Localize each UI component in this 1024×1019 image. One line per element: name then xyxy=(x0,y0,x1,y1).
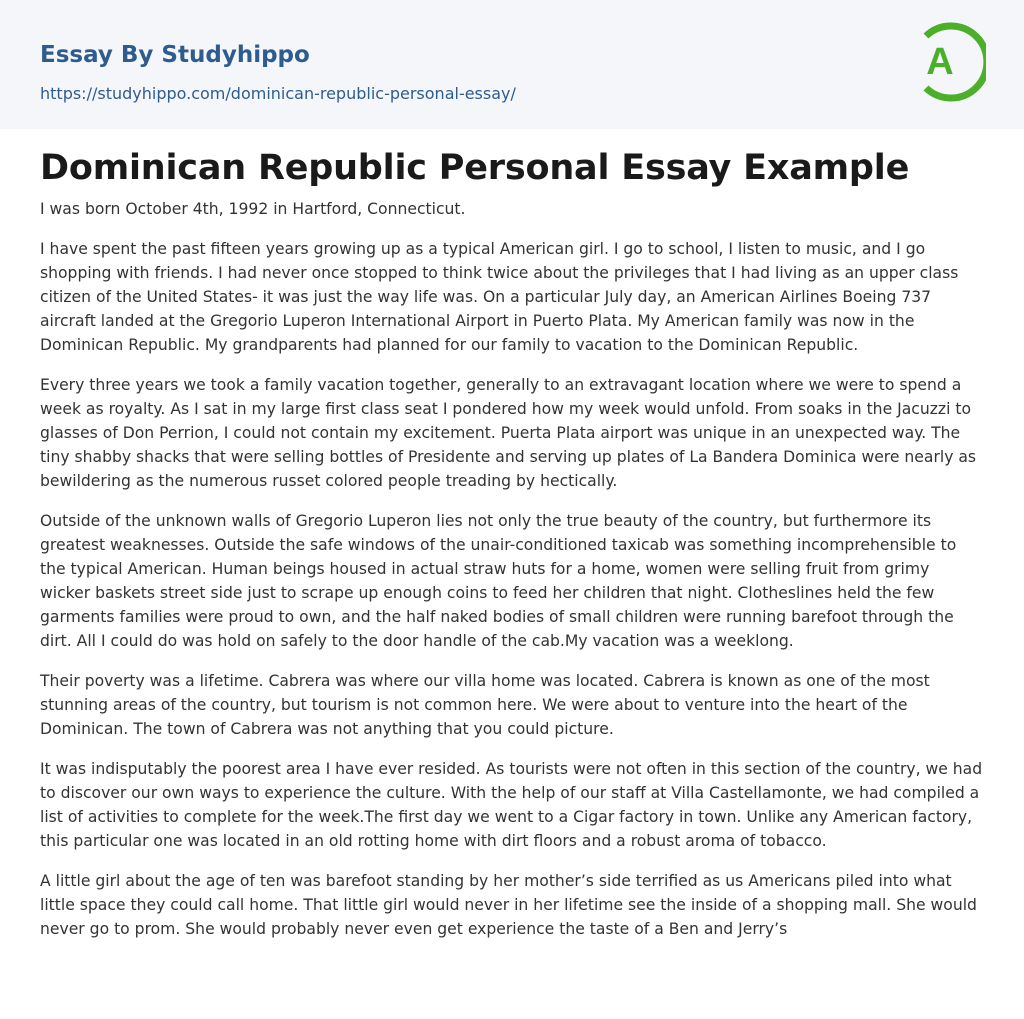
page-url-link[interactable]: https://studyhippo.com/dominican-republic-personal-essay/ xyxy=(40,84,516,103)
essay-paragraph: I was born October 4th, 1992 in Hartford, Connecticut. xyxy=(40,200,466,218)
essay-paragraph: I have spent the past fifteen years growing up as a typical American girl. I go to school, I listen to music, and I go shopping with friends. I had never once stopped to think twice about the privileges that I had living as an upper class citizen of the United States- it was just the way life was. On a particular July day, an American Airlines Boeing 737 aircraft landed at the Gregorio Luperon International Airport in Puerto Plata. My American family was now in the Dominican Republic. My grandparents had planned for our family to vacation to the Dominican Republic. xyxy=(40,240,959,354)
essay-paragraph: It was indisputably the poorest area I have ever resided. As tourists were not often in this section of the country, we had to discover our own ways to experience the culture. With the help of our staff at Villa Castellamonte, we had compiled a list of activities to complete for the week.The first day we went to a Cigar factory in town. Unlike any American factory, this particular one was located in an old rotting home with dirt floors and a robust aroma of tobacco. xyxy=(40,760,983,850)
logo-letter: A xyxy=(926,41,954,83)
site-name[interactable]: Essay By Studyhippo xyxy=(40,42,310,68)
page-title: Dominican Republic Personal Essay Example xyxy=(40,148,910,188)
essay-paragraph: Outside of the unknown walls of Gregorio Luperon lies not only the true beauty of the country, but furthermore its greatest weaknesses. Outside the safe windows of the unair-conditioned taxicab was something incomprehensible to the typical American. Human beings housed in actual straw huts for a home, women were selling fruit from grimy wicker baskets street side just to scrape up enough coins to feed her children that night. Clotheslines held the few garments families were proud to own, and the half naked bodies of small children were running barefoot through the dirt. All I could do was hold on safely to the door handle of the cab.My vacation was a weeklong. xyxy=(40,512,957,650)
essay-paragraph: Their poverty was a lifetime. Cabrera was where our villa home was located. Cabrera is known as one of the most stunning areas of the country, but tourism is not common here. We were about to venture into the heart of the Dominican. The town of Cabrera was not anything that you could picture. xyxy=(40,672,930,738)
essay-paragraph: A little girl about the age of ten was barefoot standing by her mother’s side terrified as us Americans piled into what little space they could call home. That little girl would never in her lifetime see the inside of a shopping mall. She would never go to prom. She would probably never even get experience the taste of a Ben and Jerry’s xyxy=(40,872,977,938)
essay-body xyxy=(40,197,984,957)
essay-paragraph: Every three years we took a family vacation together, generally to an extravagant location where we were to spend a week as royalty. As I sat in my large first class seat I pondered how my week would unfold. From soaks in the Jacuzzi to glasses of Don Perrion, I could not contain my excitement. Puerta Plata airport was unique in an unexpected way. The tiny shabby shacks that were selling bottles of Presidente and serving up plates of La Bandera Dominica were nearly as bewildering as the numerous russet colored people treading by hectically. xyxy=(40,376,977,490)
studyhippo-logo-icon[interactable] xyxy=(912,20,986,104)
